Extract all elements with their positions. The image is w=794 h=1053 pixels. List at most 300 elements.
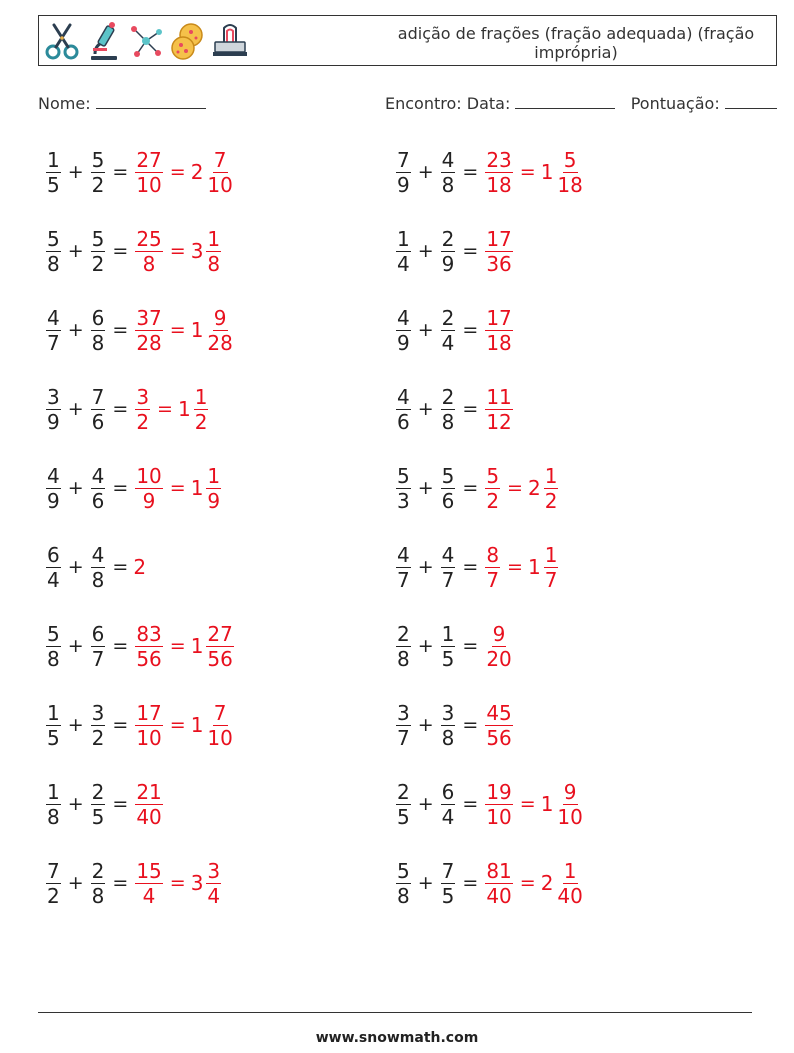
denominator: 7: [397, 567, 410, 592]
denominator: 5: [91, 804, 105, 829]
equals-sign: =: [462, 714, 479, 736]
equals-sign: =: [462, 477, 479, 499]
numerator: 25: [136, 226, 162, 251]
answer: [483, 780, 586, 829]
improper-fraction-answer: [135, 148, 162, 197]
mixed-fraction-part: [206, 622, 233, 671]
denominator: 28: [207, 330, 233, 355]
numerator: 1: [207, 226, 221, 251]
equals-sign: =: [112, 793, 129, 815]
equals-sign: =: [462, 319, 479, 341]
numerator: 10: [136, 463, 162, 488]
answer: [483, 227, 514, 276]
answer: [483, 306, 514, 355]
problem-item: [44, 774, 165, 834]
equals-sign: =: [169, 635, 186, 657]
addend-fraction: [441, 385, 456, 434]
mixed-fraction-part: [206, 306, 233, 355]
addend-fraction: [46, 701, 61, 750]
footer-website: www.snowmath.com: [315, 1030, 479, 1046]
equals-sign: =: [462, 635, 479, 657]
plus-sign: +: [417, 477, 434, 499]
plus-sign: +: [67, 714, 84, 736]
denominator: 6: [91, 488, 105, 513]
mixed-whole-part: 1: [190, 634, 204, 658]
denominator: 2: [91, 725, 105, 750]
footer-divider: [38, 1012, 752, 1013]
numerator: 2: [397, 779, 410, 804]
numerator: 7: [213, 700, 227, 725]
answer: [133, 385, 210, 434]
numerator: 8: [486, 542, 500, 567]
mixed-fraction-part: [206, 227, 221, 276]
equals-sign: =: [462, 793, 479, 815]
mixed-whole-part: 1: [540, 792, 554, 816]
mixed-whole-part: 1: [190, 476, 204, 500]
addend-fraction: [91, 227, 106, 276]
numerator: 7: [397, 147, 410, 172]
denominator: 2: [544, 488, 558, 513]
improper-fraction-answer: [135, 622, 162, 671]
addend-fraction: [46, 306, 61, 355]
numerator: 2: [441, 305, 455, 330]
denominator: 18: [557, 172, 583, 197]
denominator: 8: [441, 172, 455, 197]
mixed-whole-part: 1: [177, 397, 191, 421]
mixed-whole-part: 2: [540, 871, 554, 895]
denominator: 2: [194, 409, 208, 434]
addend-fraction: [396, 227, 411, 276]
numerator: 6: [441, 779, 455, 804]
equals-sign: =: [462, 161, 479, 183]
equals-sign: =: [112, 398, 129, 420]
score-blank[interactable]: [725, 93, 777, 109]
denominator: 36: [486, 251, 512, 276]
numerator: 11: [486, 384, 512, 409]
denominator: 8: [47, 646, 60, 671]
addend-fraction: [91, 543, 106, 592]
equals-sign: =: [112, 635, 129, 657]
name-blank[interactable]: [96, 93, 206, 109]
mixed-whole-part: 3: [190, 871, 204, 895]
name-field: [38, 93, 206, 113]
numerator: 4: [397, 542, 410, 567]
addend-fraction: [441, 227, 456, 276]
denominator: 40: [486, 883, 512, 908]
denominator: 9: [207, 488, 221, 513]
problem-item: [394, 616, 515, 676]
cookie-icon: [169, 20, 207, 62]
equals-sign: =: [112, 872, 129, 894]
problem-item: [394, 774, 586, 834]
numerator: 1: [544, 542, 558, 567]
addend-fraction: [46, 385, 61, 434]
denominator: 2: [47, 883, 60, 908]
improper-fraction-answer: [485, 859, 512, 908]
numerator: 1: [47, 779, 60, 804]
problem-item: [394, 379, 515, 439]
equals-sign: =: [112, 477, 129, 499]
denominator: 5: [47, 725, 60, 750]
denominator: 8: [397, 646, 410, 671]
denominator: 7: [441, 567, 455, 592]
mixed-whole-part: 3: [190, 239, 204, 263]
mixed-fraction-part: [206, 701, 233, 750]
equals-sign: =: [462, 556, 479, 578]
denominator: 4: [47, 567, 60, 592]
meeting-date-score-fields: [385, 93, 777, 113]
denominator: 56: [207, 646, 233, 671]
problem-item: [44, 537, 147, 597]
equals-sign: =: [462, 240, 479, 262]
microscope-icon: [85, 20, 123, 62]
denominator: 9: [397, 172, 410, 197]
numerator: 7: [441, 858, 455, 883]
numerator: 1: [47, 147, 60, 172]
plus-sign: +: [67, 161, 84, 183]
numerator: 19: [486, 779, 512, 804]
numerator: 4: [397, 305, 410, 330]
mixed-fraction-part: [206, 148, 233, 197]
numerator: 3: [207, 858, 221, 883]
equals-sign: =: [519, 161, 536, 183]
equals-sign: =: [507, 477, 523, 499]
numerator: 5: [441, 463, 455, 488]
numerator: 5: [563, 147, 577, 172]
numerator: 27: [136, 147, 162, 172]
addend-fraction: [441, 780, 456, 829]
problem-item: [44, 853, 223, 913]
equals-sign: =: [462, 398, 479, 420]
denominator: 56: [486, 725, 512, 750]
numerator: 15: [136, 858, 162, 883]
denominator: 4: [397, 251, 410, 276]
problem-item: [394, 142, 586, 202]
denominator: 10: [557, 804, 583, 829]
answer: [483, 148, 586, 197]
numerator: 9: [492, 621, 506, 646]
problem-item: [394, 221, 515, 281]
numerator: 17: [486, 305, 512, 330]
numerator: 4: [441, 147, 455, 172]
problem-item: [44, 300, 236, 360]
numerator: 7: [91, 384, 105, 409]
denominator: 40: [557, 883, 583, 908]
scissors-icon: [43, 20, 81, 62]
name-label: Nome:: [38, 94, 91, 113]
equals-sign: =: [112, 714, 129, 736]
plus-sign: +: [67, 319, 84, 341]
mixed-whole-part: 1: [190, 713, 204, 737]
improper-fraction-answer: [485, 306, 512, 355]
denominator: 9: [441, 251, 455, 276]
denominator: 28: [136, 330, 162, 355]
plus-sign: +: [417, 872, 434, 894]
denominator: 5: [441, 646, 455, 671]
plus-sign: +: [67, 240, 84, 262]
denominator: 6: [397, 409, 410, 434]
numerator: 6: [91, 305, 105, 330]
equals-sign: =: [519, 793, 536, 815]
equals-sign: =: [112, 161, 129, 183]
mixed-fraction-part: [194, 385, 209, 434]
numerator: 7: [47, 858, 60, 883]
denominator: 6: [91, 409, 105, 434]
improper-fraction-answer: [135, 306, 162, 355]
numerator: 5: [91, 147, 105, 172]
denominator: 8: [91, 883, 105, 908]
equals-sign: =: [112, 319, 129, 341]
numerator: 1: [563, 858, 577, 883]
numerator: 17: [136, 700, 162, 725]
addend-fraction: [46, 859, 61, 908]
plus-sign: +: [417, 319, 434, 341]
problem-item: [44, 221, 223, 281]
plus-sign: +: [67, 556, 84, 578]
numerator: 5: [47, 226, 60, 251]
equals-sign: =: [169, 240, 186, 262]
numerator: 2: [441, 384, 455, 409]
denominator: 4: [207, 883, 221, 908]
meeting-label: Encontro:: [385, 94, 462, 113]
addend-fraction: [91, 385, 106, 434]
improper-fraction-answer: [485, 148, 512, 197]
denominator: 20: [486, 646, 512, 671]
addend-fraction: [46, 148, 61, 197]
numerator: 1: [544, 463, 558, 488]
numerator: 27: [207, 621, 233, 646]
date-blank[interactable]: [515, 93, 615, 109]
numerator: 4: [47, 463, 60, 488]
denominator: 7: [91, 646, 105, 671]
problem-item: [44, 616, 236, 676]
denominator: 7: [397, 725, 410, 750]
denominator: 10: [136, 725, 162, 750]
denominator: 18: [486, 172, 512, 197]
answer: [483, 701, 514, 750]
numerator: 5: [397, 463, 410, 488]
numerator: 4: [91, 463, 105, 488]
improper-fraction-answer: [135, 464, 162, 513]
addend-fraction: [396, 385, 411, 434]
improper-fraction-answer: [485, 780, 512, 829]
numerator: 5: [397, 858, 410, 883]
numerator: 1: [47, 700, 60, 725]
addend-fraction: [441, 859, 456, 908]
numerator: 5: [91, 226, 105, 251]
problem-item: [394, 300, 515, 360]
denominator: 7: [544, 567, 558, 592]
addend-fraction: [396, 306, 411, 355]
denominator: 2: [91, 251, 105, 276]
numerator: 4: [47, 305, 60, 330]
improper-fraction-answer: [485, 543, 500, 592]
denominator: 12: [486, 409, 512, 434]
improper-fraction-answer: [135, 780, 162, 829]
mixed-fraction-part: [206, 464, 221, 513]
mixed-fraction-part: [556, 148, 583, 197]
numerator: 3: [47, 384, 60, 409]
date-label: Data:: [466, 94, 511, 113]
equals-sign: =: [112, 556, 129, 578]
addend-fraction: [91, 622, 106, 671]
addend-fraction: [396, 859, 411, 908]
numerator: 3: [136, 384, 150, 409]
denominator: 9: [47, 488, 60, 513]
numerator: 9: [563, 779, 577, 804]
answer: [483, 464, 560, 513]
numerator: 21: [136, 779, 162, 804]
denominator: 5: [397, 804, 410, 829]
plus-sign: +: [417, 398, 434, 420]
denominator: 8: [91, 567, 105, 592]
improper-fraction-answer: [485, 701, 512, 750]
plus-sign: +: [417, 793, 434, 815]
numerator: 83: [136, 621, 162, 646]
equals-sign: =: [507, 556, 523, 578]
mixed-whole-part: 1: [190, 318, 204, 342]
answer: [133, 859, 223, 908]
numerator: 81: [486, 858, 512, 883]
numerator: 2: [91, 858, 105, 883]
mixed-fraction-part: [556, 859, 583, 908]
denominator: 8: [207, 251, 221, 276]
numerator: 1: [207, 463, 221, 488]
addend-fraction: [441, 543, 456, 592]
denominator: 18: [486, 330, 512, 355]
denominator: 2: [91, 172, 105, 197]
plus-sign: +: [67, 872, 84, 894]
denominator: 2: [486, 488, 500, 513]
addend-fraction: [91, 780, 106, 829]
equals-sign: =: [169, 319, 186, 341]
denominator: 4: [441, 330, 455, 355]
equals-sign: =: [112, 240, 129, 262]
numerator: 6: [91, 621, 105, 646]
improper-fraction-answer: [135, 701, 162, 750]
numerator: 5: [486, 463, 500, 488]
addend-fraction: [91, 148, 106, 197]
addend-fraction: [441, 148, 456, 197]
denominator: 8: [47, 804, 60, 829]
numerator: 4: [441, 542, 455, 567]
equals-sign: =: [519, 872, 536, 894]
improper-fraction-answer: [485, 622, 512, 671]
answer: [483, 859, 586, 908]
mixed-whole-part: 2: [527, 476, 541, 500]
answer: [133, 701, 236, 750]
numerator: 1: [397, 226, 410, 251]
plus-sign: +: [67, 635, 84, 657]
problem-item: [44, 695, 236, 755]
addend-fraction: [91, 701, 106, 750]
improper-fraction-answer: [135, 227, 162, 276]
denominator: 10: [136, 172, 162, 197]
improper-fraction-answer: [135, 859, 162, 908]
score-label: Pontuação:: [630, 94, 720, 113]
binder-clip-icon: [211, 20, 249, 62]
equals-sign: =: [157, 398, 173, 420]
plus-sign: +: [67, 398, 84, 420]
improper-fraction-answer: [485, 227, 512, 276]
numerator: 4: [91, 542, 105, 567]
denominator: 4: [441, 804, 455, 829]
numerator: 45: [486, 700, 512, 725]
worksheet-title: adição de frações (fração adequada) (fração imprópria): [397, 24, 755, 62]
denominator: 8: [47, 251, 60, 276]
answer: [483, 543, 560, 592]
denominator: 3: [397, 488, 410, 513]
mixed-whole-part: 2: [190, 160, 204, 184]
mixed-whole-part: 1: [540, 160, 554, 184]
equals-sign: =: [462, 872, 479, 894]
numerator: 6: [47, 542, 60, 567]
answer: [133, 306, 236, 355]
denominator: 8: [142, 251, 156, 276]
problem-item: [394, 853, 586, 913]
denominator: 9: [47, 409, 60, 434]
denominator: 7: [47, 330, 60, 355]
addend-fraction: [441, 622, 456, 671]
mixed-fraction-part: [544, 543, 559, 592]
numerator: 5: [47, 621, 60, 646]
addend-fraction: [441, 464, 456, 513]
answer: [133, 622, 236, 671]
equals-sign: =: [169, 872, 186, 894]
denominator: 10: [207, 172, 233, 197]
answer: [483, 385, 514, 434]
mixed-fraction-part: [544, 464, 559, 513]
mixed-fraction-part: [206, 859, 221, 908]
denominator: 4: [142, 883, 156, 908]
numerator: 7: [213, 147, 227, 172]
numerator: 1: [441, 621, 455, 646]
addend-fraction: [46, 227, 61, 276]
answer: [133, 464, 223, 513]
mixed-fraction-part: [556, 780, 583, 829]
problem-item: [44, 458, 223, 518]
addend-fraction: [396, 622, 411, 671]
problem-item: [394, 695, 515, 755]
plus-sign: +: [417, 556, 434, 578]
problem-item: [44, 379, 210, 439]
addend-fraction: [91, 464, 106, 513]
denominator: 5: [441, 883, 455, 908]
addend-fraction: [91, 306, 106, 355]
numerator: 3: [441, 700, 455, 725]
equals-sign: =: [169, 714, 186, 736]
denominator: 6: [441, 488, 455, 513]
problem-item: [394, 537, 560, 597]
addend-fraction: [441, 306, 456, 355]
addend-fraction: [396, 464, 411, 513]
improper-fraction-answer: [135, 385, 150, 434]
answer: [133, 555, 147, 579]
plus-sign: +: [417, 714, 434, 736]
plus-sign: +: [67, 793, 84, 815]
addend-fraction: [46, 543, 61, 592]
numerator: 17: [486, 226, 512, 251]
mixed-whole-part: 1: [527, 555, 541, 579]
denominator: 40: [136, 804, 162, 829]
header-icons: [43, 20, 249, 62]
improper-fraction-answer: [485, 464, 500, 513]
answer: [483, 622, 514, 671]
numerator: 3: [397, 700, 410, 725]
denominator: 9: [142, 488, 156, 513]
denominator: 8: [441, 725, 455, 750]
problem-item: [394, 458, 560, 518]
